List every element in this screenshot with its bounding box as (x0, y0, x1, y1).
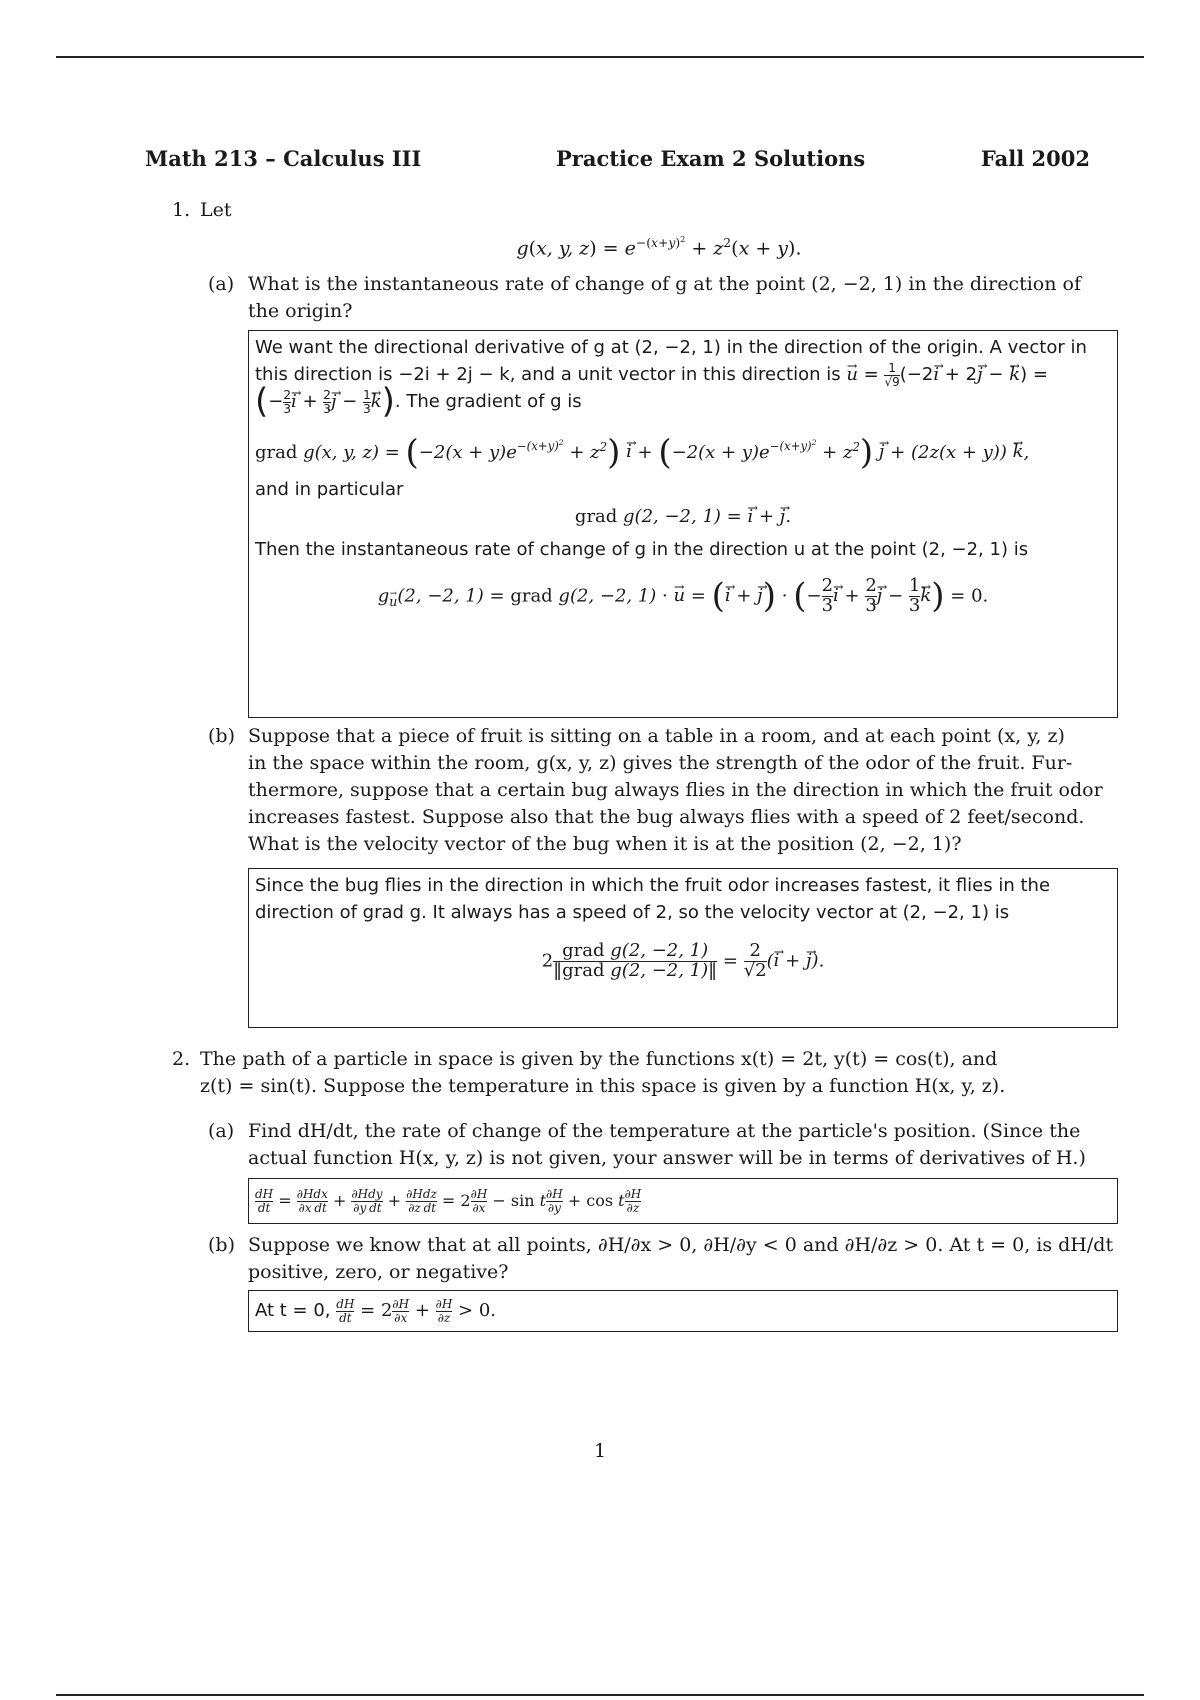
solution-1b-line2: direction of grad g. It always has a speed of 2, so the velocity vector at (2, −2, 1) is (255, 902, 1010, 923)
page-number: 1 (593, 1440, 607, 1462)
problem-2b-line1: Suppose we know that at all points, ∂H/∂x > 0, ∂H/∂y < 0 and ∂H/∂z > 0. At t = 0, is dH/dt (248, 1234, 1114, 1256)
solution-1b-box (248, 868, 1118, 1028)
problem-2b-label: (b) (208, 1234, 235, 1256)
problem-1b-line3: thermore, suppose that a certain bug always flies in the direction in which the fruit odor (248, 779, 1103, 801)
velocity-vector: 2 $\frac{\text{grad g(2, −2, 1)}}{\text{‖grad g(2, −2, 1)‖}}$ = $\frac{2}{√2}$ (→ i + → j). (255, 942, 1111, 981)
problem-1b-line2: in the space within the room, g(x, y, z) gives the strength of the odor of the fruit. Fur- (248, 752, 1073, 774)
problem-1a-question (248, 271, 1118, 325)
problem-2a-question (248, 1118, 1118, 1172)
gradient-at-point: grad g(2, −2, 1) = → i + → j. (255, 503, 1111, 530)
problem-1b-line1: Suppose that a piece of fruit is sitting on a table in a room, and at each point (x, y, z) (248, 725, 1065, 747)
function-definition: g(x, y, $z) = e^{-(x+y)^2} + z^2(x + y)$. (516, 235, 802, 260)
problem-1a-label: (a) (208, 273, 235, 295)
problem-1b-label: (b) (208, 725, 235, 747)
problem-1b-line5: What is the velocity vector of the bug when it is at the position (2, −2, 1)? (248, 833, 962, 855)
problem-1-intro: Let (200, 199, 232, 221)
problem-1b-line4: increases fastest. Suppose also that the bug always flies with a speed of 2 feet/second. (248, 806, 1085, 828)
solution-1a-then: Then the instantaneous rate of change of g in the direction u at the point (2, −2, 1) is (255, 538, 1029, 560)
problem-1a-question-line2: the origin? (248, 300, 353, 322)
top-rule (56, 56, 1144, 58)
problem-2a-line1: Find dH/dt, the rate of change of the temperature at the particle's position. (Since the (248, 1120, 1081, 1142)
solution-1a-line2: this direction is −2i + 2j − k, and a unit vector in this direction is → u = $\frac{1}{√9}$ (−2→ i + 2→ j − → k) = (255, 361, 1111, 388)
problem-1a-question-line1: What is the instantaneous rate of change of g at the point (2, −2, 1) in the direction of (248, 273, 1081, 295)
problem-1-number: 1. (172, 199, 191, 221)
solution-2b-box: At t = 0, $\frac{dH}{dt}$ = 2 $\frac{\partial H}{\partial x}$ + $\frac{\partial H}{\partial z}$ > 0. (248, 1290, 1118, 1332)
page-header (145, 146, 1090, 176)
problem-2-number: 2. (172, 1048, 191, 1070)
gradient-formula: grad g(x, y, $z) = (-2(x + y)e^{-(x+y)^2} + z^2) \to i + (-2(x + y)e^{-(x+y)^2} + z^2) \to j + (2z(x + y)) \to k$, (255, 430, 1111, 466)
semester: Fall 2002 (980, 146, 1090, 171)
problem-1b-question (248, 723, 1118, 858)
problem-2b-line2: positive, zero, or negative? (248, 1261, 509, 1283)
solution-2a-box: $\frac{dH}{dt}$ = $\frac{\partial H}{\partial x}$ $\frac{dx}{dt}$ + $\frac{\partial H}{\partial y}$ $\frac{dy}{dt}$ + $\frac{\partial H}{\partial z}$ $\frac{dz}{dt}$ = 2 $\frac{\partial H}{\partial x}$ − sin t $\frac{\partial H}{\partial y}$ + cos t $\frac{\partial H}{\partial z}$ (248, 1178, 1118, 1224)
problem-2-intro (200, 1046, 1118, 1100)
solution-2b-text: At t = 0, (255, 1300, 331, 1321)
exam-title: Practice Exam 2 Solutions (556, 146, 866, 171)
course-title: Math 213 – Calculus III (145, 146, 422, 171)
problem-2b-question (248, 1232, 1118, 1286)
directional-derivative-result: g→ $_u$(2, −2, 1) = grad g(2, −2, 1) · → u = (→ i + → j) · (− $\frac{2}{3}$ → i + $\frac{2}{3}$ → j − $\frac{1}{3}$ → k) = 0. (255, 577, 1111, 616)
problem-2-intro-line2: z(t) = sin(t). Suppose the temperature in this space is given by a function H(x, y, z). (200, 1075, 1006, 1097)
solution-1a-line3: (− $\frac{2}{3}$ → i + $\frac{2}{3}$ → j − $\frac{1}{3}$ → k). The gradient of g is (255, 388, 1111, 416)
solution-1a-line1: We want the directional derivative of g at (2, −2, 1) in the direction of the origin. A vector in (255, 337, 1087, 358)
problem-2a-line2: actual function H(x, y, z) is not given, your answer will be in terms of derivatives of H.) (248, 1147, 1086, 1169)
bottom-rule (56, 1694, 1144, 1696)
solution-1b-line1: Since the bug flies in the direction in which the fruit odor increases fastest, it flies in the (255, 875, 1051, 896)
problem-2a-label: (a) (208, 1120, 235, 1142)
problem-2-intro-line1: The path of a particle in space is given by the functions x(t) = 2t, y(t) = cos(t), and (200, 1048, 998, 1070)
solution-1a-and: and in particular (255, 478, 404, 500)
solution-1a-box (248, 330, 1118, 718)
